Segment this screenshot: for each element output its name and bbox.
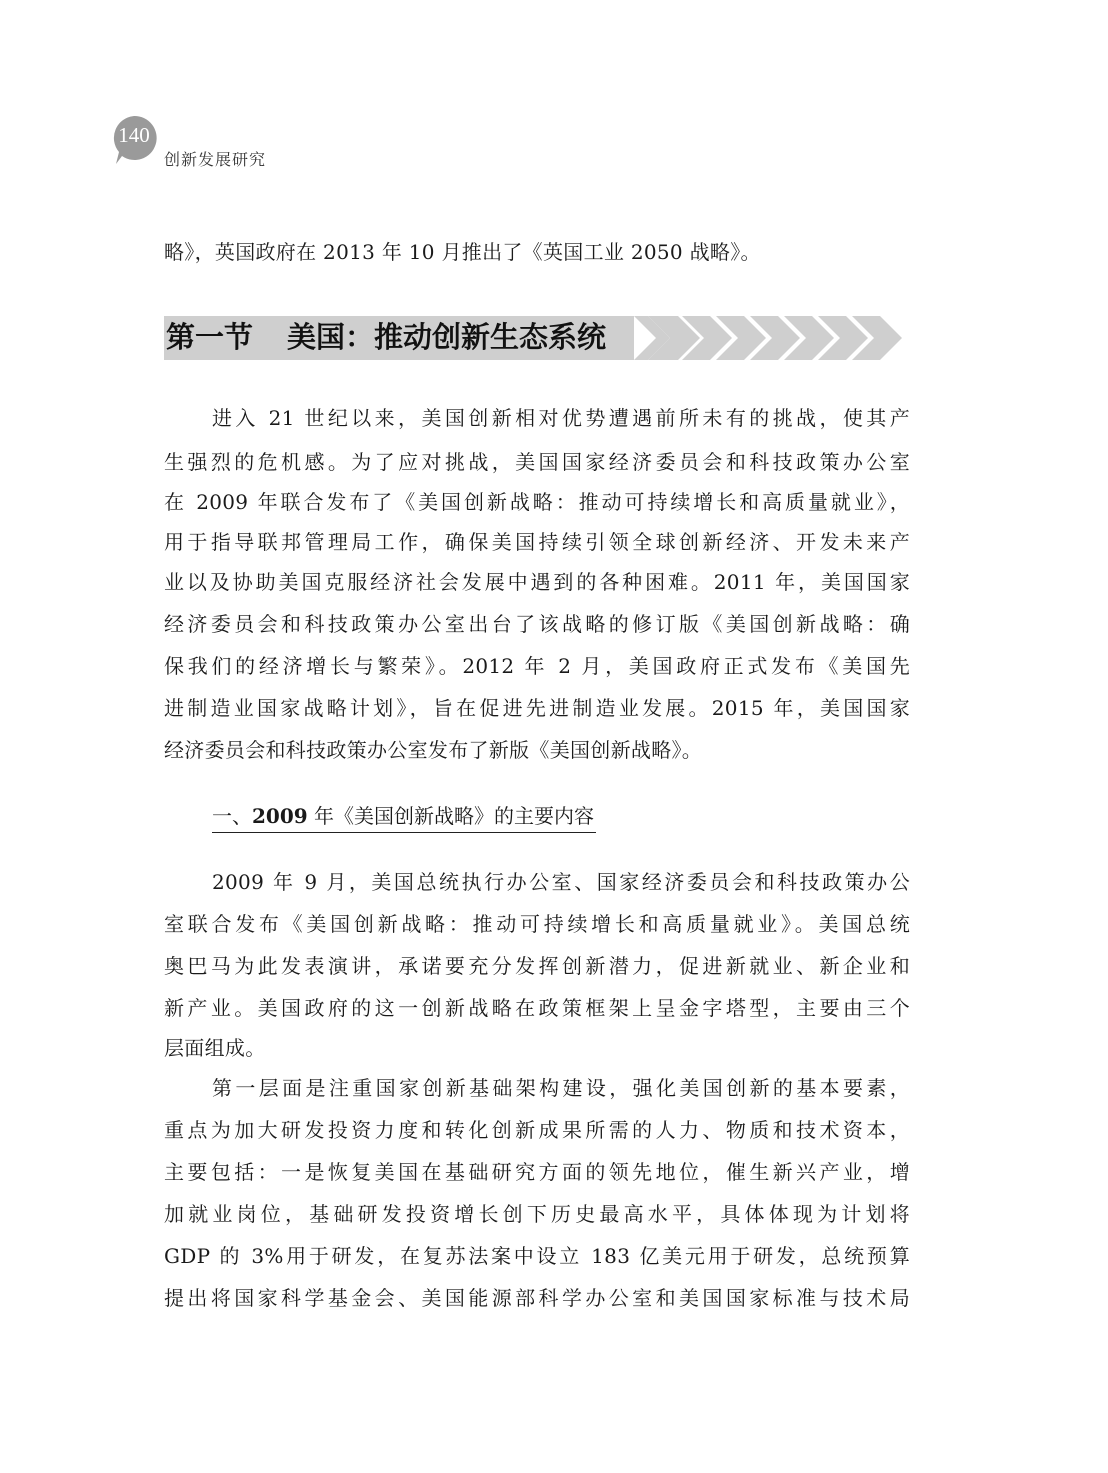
paragraph-line: 经济委员会和科技政策办公室出台了该战略的修订版《美国创新战略：确 xyxy=(164,612,910,636)
paragraph-line: 第一层面是注重国家创新基础架构建设，强化美国创新的基本要素， xyxy=(212,1076,910,1100)
paragraph-line: GDP 的 3%用于研发，在复苏法案中设立 183 亿美元用于研发，总统预算 xyxy=(164,1244,910,1268)
paragraph-line: 重点为加大研发投资力度和转化创新成果所需的人力、物质和技术资本， xyxy=(164,1118,910,1142)
paragraph-line: 新产业。美国政府的这一创新战略在政策框架上呈金字塔型，主要由三个 xyxy=(164,996,910,1020)
running-header-title: 创新发展研究 xyxy=(164,150,267,169)
page-number: 140 xyxy=(118,123,150,147)
paragraph-line: 2009 年 9 月，美国总统执行办公室、国家经济委员会和科技政策办公 xyxy=(212,870,910,894)
paragraph-line: 主要包括：一是恢复美国在基础研究方面的领先地位，催生新兴产业，增 xyxy=(164,1160,910,1184)
paragraph-line: 进入 21 世纪以来，美国创新相对优势遭遇前所未有的挑战，使其产 xyxy=(212,406,910,430)
section-label: 第一节 xyxy=(166,320,254,354)
paragraph-line: 用于指导联邦管理局工作，确保美国持续引领全球创新经济、开发未来产 xyxy=(164,530,910,554)
intro-line: 略》，英国政府在 2013 年 10 月推出了《英国工业 2050 战略》。 xyxy=(164,240,761,264)
paragraph-line: 层面组成。 xyxy=(164,1036,266,1060)
section-title xyxy=(166,319,606,355)
paragraph-line: 奥巴马为此发表演讲，承诺要充分发挥创新潜力，促进新就业、新企业和 xyxy=(164,954,910,978)
paragraph-line: 加就业岗位，基础研发投资增长创下历史最高水平，具体体现为计划将 xyxy=(164,1202,910,1226)
paragraph-line: 室联合发布《美国创新战略：推动可持续增长和高质量就业》。美国总统 xyxy=(164,912,910,936)
subsection-heading xyxy=(212,802,596,833)
paragraph-line: 生强烈的危机感。为了应对挑战，美国国家经济委员会和科技政策办公室 xyxy=(164,450,910,474)
page-number-badge xyxy=(108,114,158,164)
subsection-title: 年《美国创新战略》的主要内容 xyxy=(307,804,595,828)
paragraph-line: 提出将国家科学基金会、美国能源部科学办公室和美国国家标准与技术局 xyxy=(164,1286,910,1310)
paragraph-line: 进制造业国家战略计划》，旨在促进先进制造业发展。2015 年，美国国家 xyxy=(164,696,910,720)
paragraph-line: 业以及协助美国克服经济社会发展中遇到的各种困难。2011 年，美国国家 xyxy=(164,570,910,594)
subsection-year: 2009 xyxy=(252,804,308,828)
section-title-text: 美国：推动创新生态系统 xyxy=(287,320,607,354)
paragraph-line: 经济委员会和科技政策办公室发布了新版《美国创新战略》。 xyxy=(164,738,703,762)
section-banner xyxy=(164,316,914,360)
paragraph-line: 保我们的经济增长与繁荣》。2012 年 2 月，美国政府正式发布《美国先 xyxy=(164,654,910,678)
paragraph-line: 在 2009 年联合发布了《美国创新战略：推动可持续增长和高质量就业》， xyxy=(164,490,910,514)
subsection-prefix: 一、 xyxy=(212,804,252,828)
